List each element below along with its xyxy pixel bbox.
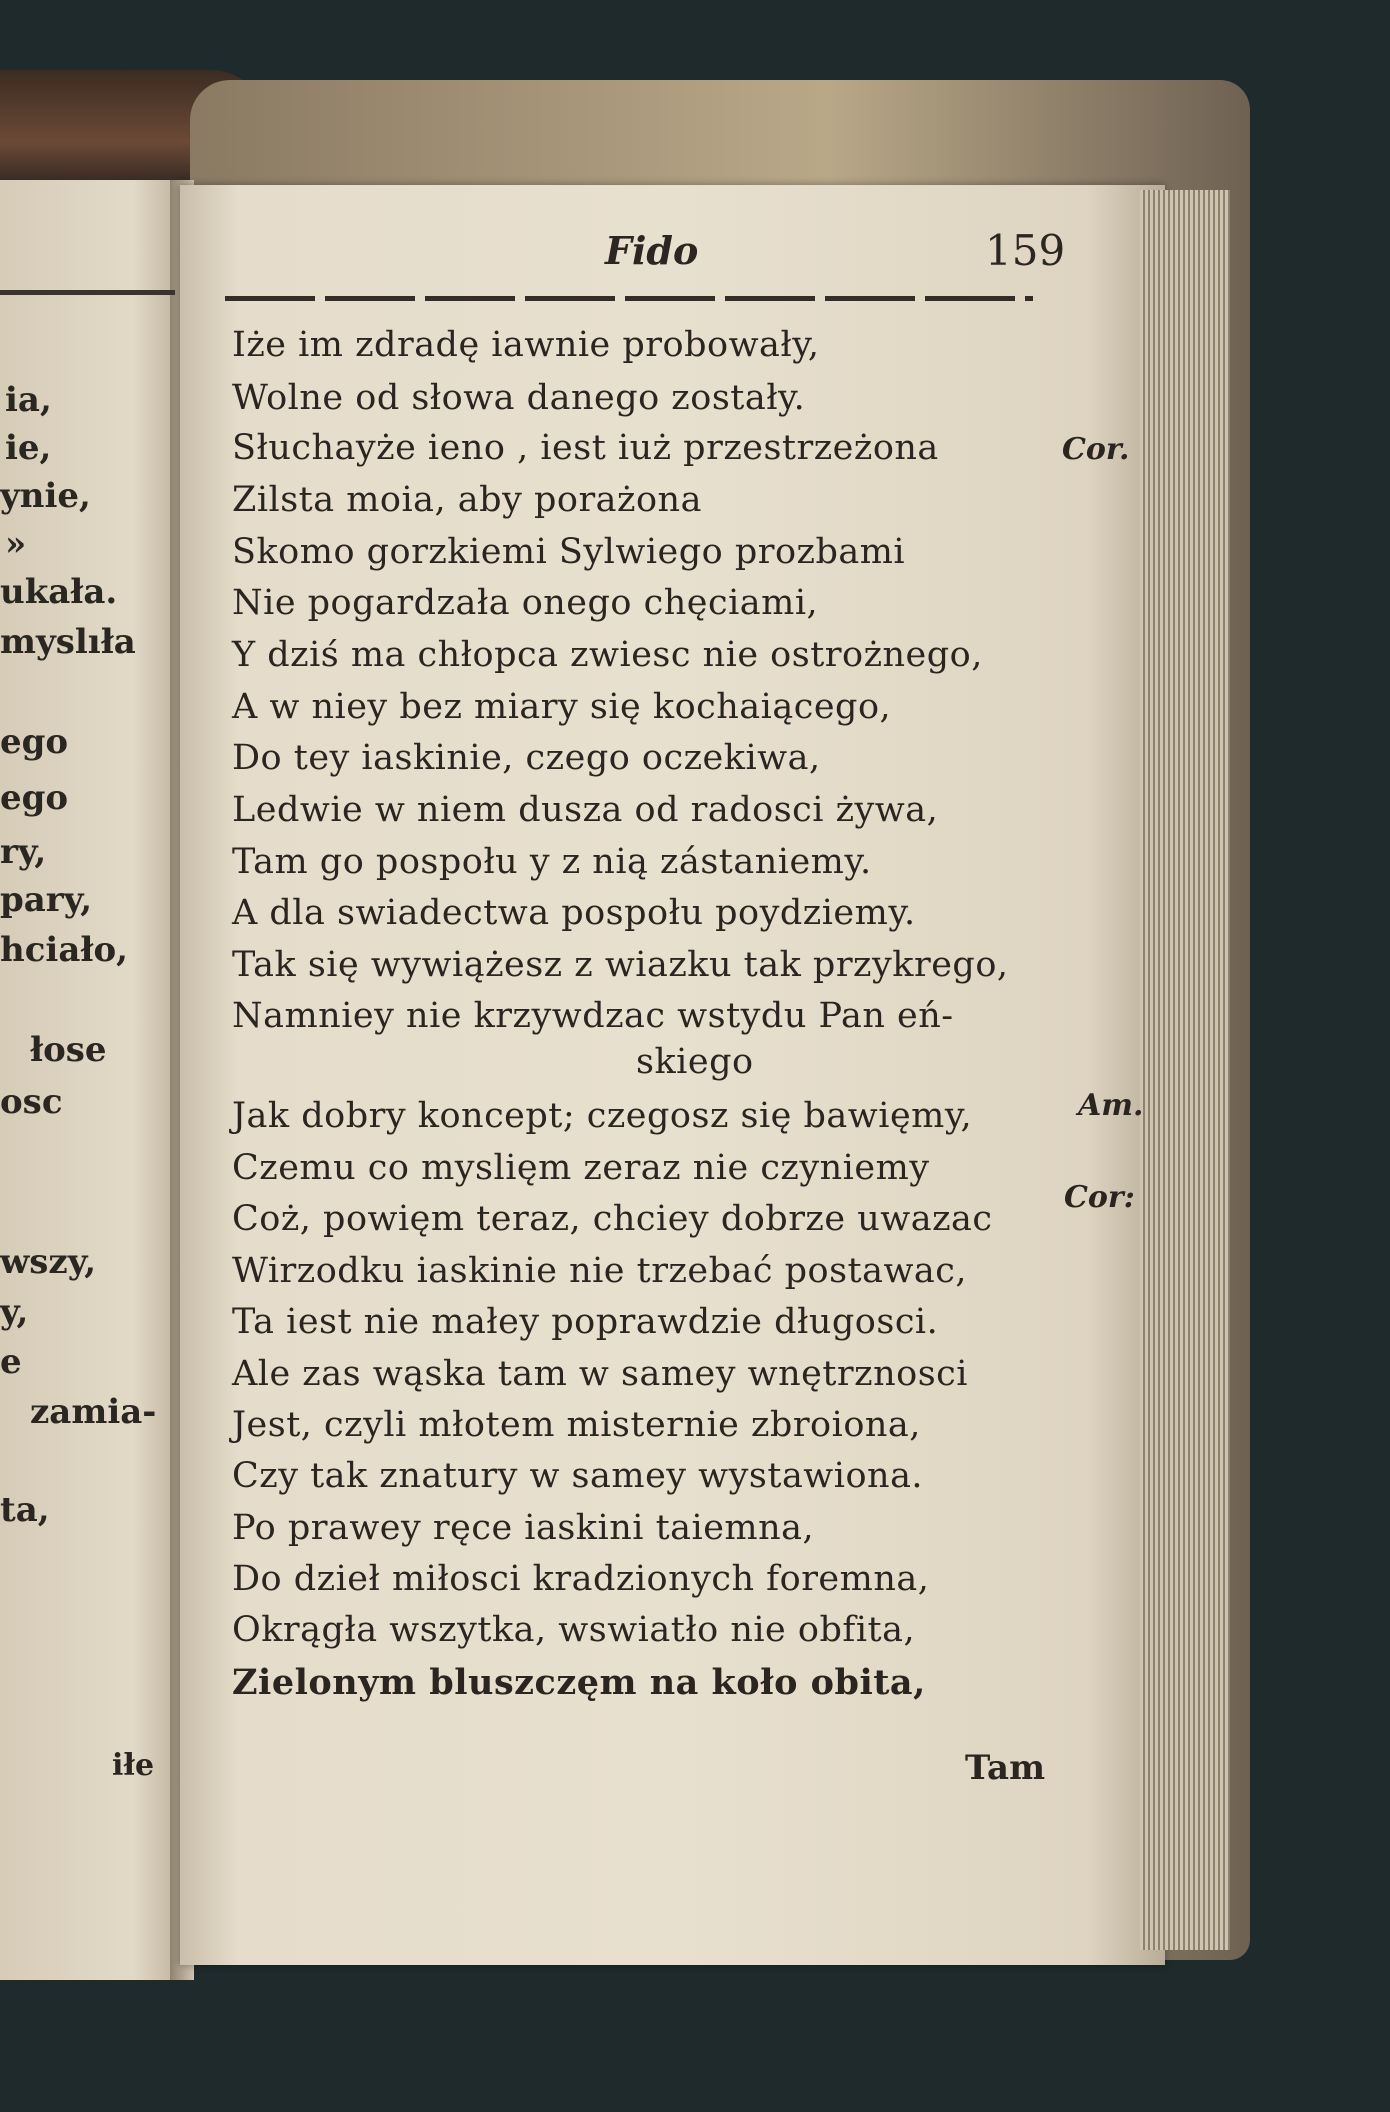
verse-line: Jak dobry koncept; czegosz się bawięmy, <box>232 1096 973 1136</box>
left-fragment: zamia- <box>30 1392 157 1432</box>
left-fragment: łose <box>30 1030 107 1070</box>
verse-line: Ta iest nie małey poprawdzie długosci. <box>232 1302 939 1342</box>
verse-line: Do tey iaskinie, czego oczekiwa, <box>232 738 821 778</box>
verse-line: Jest, czyli młotem misternie zbroiona, <box>232 1405 921 1445</box>
running-head: Fido <box>605 228 699 273</box>
verse-line: Po prawey ręce iaskini taiemna, <box>232 1508 815 1548</box>
left-catchword: iłe <box>112 1748 155 1783</box>
left-fragment: ego <box>0 778 69 818</box>
left-fragment: ynie, <box>0 476 91 516</box>
left-fragment: myslıła <box>0 622 136 662</box>
verse-line: A w niey bez miary się kochaiącego, <box>232 687 892 727</box>
speaker-mark: Cor. <box>1062 432 1130 467</box>
verse-line: Y dziś ma chłopca zwiesc nie ostrożnego, <box>232 635 983 675</box>
verse-line: Okrągła wszytka, wswiatło nie obfita, <box>232 1610 916 1650</box>
verse-line: Ale zas wąska tam w samey wnętrznosci <box>232 1354 968 1394</box>
verse-line: skiego <box>636 1042 754 1082</box>
left-fragment: » <box>5 524 27 564</box>
verse-line: Skomo gorzkiemi Sylwiego prozbami <box>232 532 906 572</box>
verse-line: Ledwie w niem dusza od radosci żywa, <box>232 790 939 830</box>
verse-line: Iże im zdradę iawnie probowały, <box>232 325 820 365</box>
left-fragment: wszy, <box>0 1242 97 1282</box>
page-number: 159 <box>985 226 1066 275</box>
left-fragment: ta, <box>0 1490 50 1530</box>
verse-line: A dla swiadectwa pospołu poydziemy. <box>232 893 916 933</box>
left-fragment: y, <box>0 1292 29 1332</box>
verse-line: Wirzodku iaskinie nie trzebać postawac, <box>232 1251 968 1291</box>
left-fragment: e <box>0 1342 22 1382</box>
verse-line: Wolne od słowa danego zostały. <box>232 378 806 418</box>
left-fragment: osc <box>0 1082 63 1122</box>
verse-line: Zilsta moia, aby porażona <box>232 480 702 520</box>
left-fragment: ry, <box>0 832 47 872</box>
verse-line: Czemu co myslięm zeraz nie czyniemy <box>232 1148 930 1188</box>
verse-line: Tam go pospołu y z nią zástaniemy. <box>232 842 872 882</box>
left-fragment: ego <box>0 722 69 762</box>
left-fragment: hciało, <box>0 930 128 970</box>
speaker-mark: Am. <box>1078 1088 1144 1123</box>
verse-line: Zielonym bluszczęm na koło obita, <box>232 1662 926 1703</box>
verse-line: Czy tak znatury w samey wystawiona. <box>232 1456 924 1496</box>
speaker-mark: Cor: <box>1064 1180 1135 1215</box>
left-fragment: ukała. <box>0 572 118 612</box>
verse-line: Do dzieł miłosci kradzionych foremna, <box>232 1559 930 1599</box>
left-fragment: pary, <box>0 880 93 920</box>
left-fragment: ie, <box>5 428 52 468</box>
verse-line: Tak się wywiążesz z wiazku tak przykrego, <box>232 945 1009 985</box>
verse-line: Słuchayże ieno , iest iuż przestrzeżona <box>232 428 939 468</box>
verse-line: Namniey nie krzywdzac wstydu Pan eń- <box>232 996 954 1036</box>
catchword: Tam <box>965 1748 1046 1788</box>
verse-line: Coż, powięm teraz, chciey dobrze uwazac <box>232 1199 993 1239</box>
verse-line: Nie pogardzała onego chęciami, <box>232 583 819 623</box>
left-fragment: ia, <box>5 380 52 420</box>
